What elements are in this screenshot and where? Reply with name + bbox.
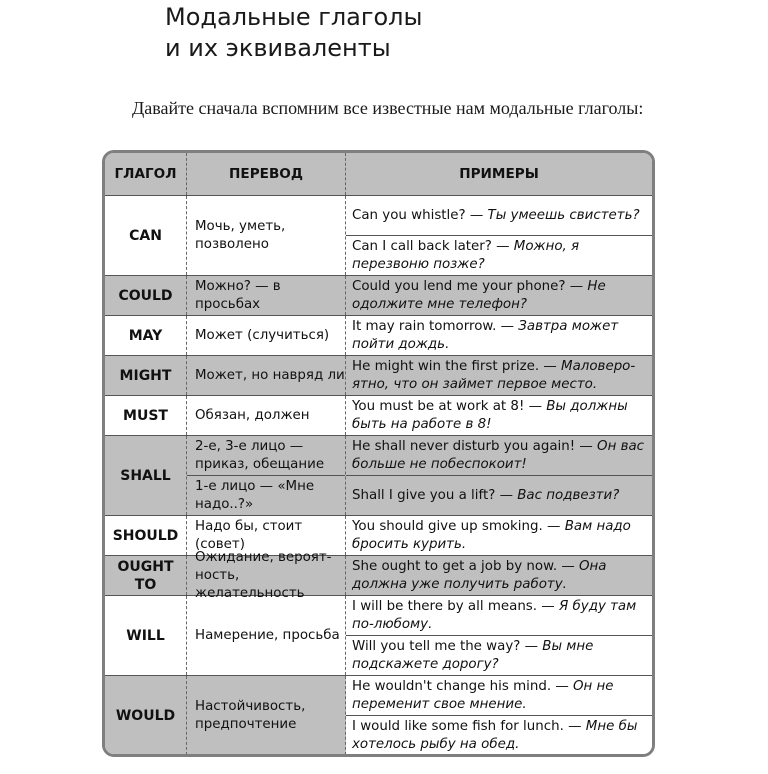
header-examples bbox=[346, 153, 652, 195]
translation-text: Ожидание, вероят-ность, желательность bbox=[195, 549, 332, 601]
example-russian: Можно, я перезвоню позже? bbox=[352, 238, 580, 272]
verb-cell: OUGHT TO bbox=[105, 556, 187, 595]
example-english: Can you whistle? — bbox=[352, 207, 488, 223]
translation-text: 2-е, 3-е лицо — приказ, обещание bbox=[195, 438, 325, 472]
translation-text: 1-е лицо — «Мне надо..?» bbox=[187, 475, 345, 515]
example-sentence bbox=[346, 436, 652, 475]
example-russian: Вы должны быть на работе в 8! bbox=[352, 398, 628, 432]
examples-cell bbox=[346, 196, 652, 275]
example-russian: Вы мне подскажете дорогу? bbox=[352, 638, 594, 672]
verb-cell: MUST bbox=[105, 396, 187, 435]
verb-cell: WOULD bbox=[105, 676, 187, 755]
example-russian: Я буду там по-любому. bbox=[352, 598, 637, 632]
verb-cell: WILL bbox=[105, 596, 187, 675]
table-row bbox=[105, 275, 652, 315]
example-sentence bbox=[346, 596, 652, 635]
header-verb-label: ГЛАГОЛ bbox=[114, 166, 177, 182]
verb-cell: COULD bbox=[105, 276, 187, 315]
verb-cell: MIGHT bbox=[105, 356, 187, 395]
header-translation-label: ПЕРЕВОД bbox=[229, 166, 303, 182]
verb-cell: CAN bbox=[105, 196, 187, 275]
example-english: Shall I give you a lift? — bbox=[352, 487, 518, 503]
table-row bbox=[105, 515, 652, 555]
example-english: He might win the first prize. — bbox=[352, 358, 562, 374]
translation-cell bbox=[187, 596, 346, 675]
example-sentence bbox=[346, 715, 652, 755]
example-sentence bbox=[346, 235, 652, 275]
example-english: It may rain tomorrow. — bbox=[352, 318, 519, 334]
translation-text: Обязан, должен bbox=[195, 407, 310, 423]
table-row bbox=[105, 549, 652, 601]
examples-cell bbox=[346, 556, 652, 595]
translation-text: Надо бы, стоит (совет) bbox=[195, 518, 303, 552]
translation-cell bbox=[187, 276, 346, 315]
example-sentence bbox=[352, 396, 648, 435]
example-sentence bbox=[346, 635, 652, 675]
translation-text: Можно? — в просьбах bbox=[195, 278, 281, 312]
examples-cell bbox=[346, 596, 652, 675]
example-sentence bbox=[352, 316, 648, 355]
translation-cell bbox=[187, 549, 346, 601]
translation-cell bbox=[187, 356, 346, 395]
example-english: Can I call back later? — bbox=[352, 238, 514, 254]
example-sentence bbox=[352, 516, 648, 555]
table-row bbox=[105, 595, 652, 675]
table-row bbox=[105, 395, 652, 435]
examples-cell bbox=[346, 516, 652, 555]
title-line-2: и их эквиваленты bbox=[165, 34, 391, 62]
example-russian: Он не переменит свое мнение. bbox=[352, 678, 614, 712]
example-sentence bbox=[352, 356, 648, 395]
example-sentence bbox=[346, 196, 652, 235]
example-english: You should give up smoking. — bbox=[352, 518, 565, 534]
examples-cell bbox=[346, 436, 652, 515]
table-row bbox=[105, 435, 652, 515]
translation-text: Мочь, уметь, позволено bbox=[195, 218, 286, 252]
translation-cell bbox=[187, 196, 346, 275]
example-russian: Вам надо бросить курить. bbox=[352, 518, 631, 552]
translation-text: Может, но навряд ли bbox=[195, 367, 345, 383]
translation-cell bbox=[187, 316, 346, 355]
example-russian: Мне бы хотелось рыбу на обед. bbox=[352, 718, 638, 752]
intro-paragraph: Давайте сначала вспомним все известные нам модальные глаголы: bbox=[132, 98, 644, 118]
translation-cell bbox=[187, 436, 346, 515]
title-line-1: Модальные глаголы bbox=[165, 3, 423, 31]
table-body bbox=[105, 195, 652, 755]
translation-text: Может (случиться) bbox=[195, 327, 330, 343]
examples-cell bbox=[346, 276, 652, 315]
table-row bbox=[105, 315, 652, 355]
example-russian: Завтра может пойти дождь. bbox=[352, 318, 619, 352]
examples-cell bbox=[346, 316, 652, 355]
example-russian: Он вас больше не побеспокоит! bbox=[352, 438, 645, 472]
example-english: He wouldn't change his mind. — bbox=[352, 678, 573, 694]
example-russian: Не одолжите мне телефон? bbox=[352, 278, 606, 312]
example-russian: Она должна уже получить работу. bbox=[352, 558, 607, 592]
example-sentence bbox=[346, 475, 652, 515]
example-english: I would like some fish for lunch. — bbox=[352, 718, 586, 734]
example-russian: Маловеро-ятно, что он займет первое место. bbox=[352, 358, 636, 392]
example-english: You must be at work at 8! — bbox=[352, 398, 547, 414]
modal-verbs-table bbox=[102, 150, 655, 757]
examples-cell bbox=[346, 356, 652, 395]
example-russian: Ты умеешь свистеть? bbox=[487, 207, 640, 223]
header-verb bbox=[105, 153, 187, 195]
example-sentence bbox=[352, 556, 648, 595]
example-english: Will you tell me the way? — bbox=[352, 638, 543, 654]
example-english: I will be there by all means. — bbox=[352, 598, 559, 614]
example-sentence bbox=[346, 676, 652, 715]
examples-cell bbox=[346, 396, 652, 435]
verb-cell: SHALL bbox=[105, 436, 187, 515]
translation-text: Намерение, просьба bbox=[195, 627, 340, 643]
table-row bbox=[105, 675, 652, 755]
verb-cell: MAY bbox=[105, 316, 187, 355]
example-english: Could you lend me your phone? — bbox=[352, 278, 588, 294]
example-english: She ought to get a job by now. — bbox=[352, 558, 579, 574]
table-header-row bbox=[105, 153, 652, 195]
header-examples-label: ПРИМЕРЫ bbox=[459, 166, 539, 182]
verb-cell: SHOULD bbox=[105, 516, 187, 555]
page-title bbox=[165, 2, 422, 64]
translation-cell bbox=[187, 396, 346, 435]
table-row bbox=[105, 355, 652, 395]
translation-text: Настойчивость, предпочтение bbox=[195, 698, 306, 732]
example-english: He shall never disturb you again! — bbox=[352, 438, 598, 454]
example-russian: Вас подвезти? bbox=[517, 487, 620, 503]
translation-cell bbox=[187, 676, 346, 755]
example-sentence bbox=[352, 276, 648, 315]
examples-cell bbox=[346, 676, 652, 755]
table-row bbox=[105, 195, 652, 275]
header-translation bbox=[187, 153, 346, 195]
